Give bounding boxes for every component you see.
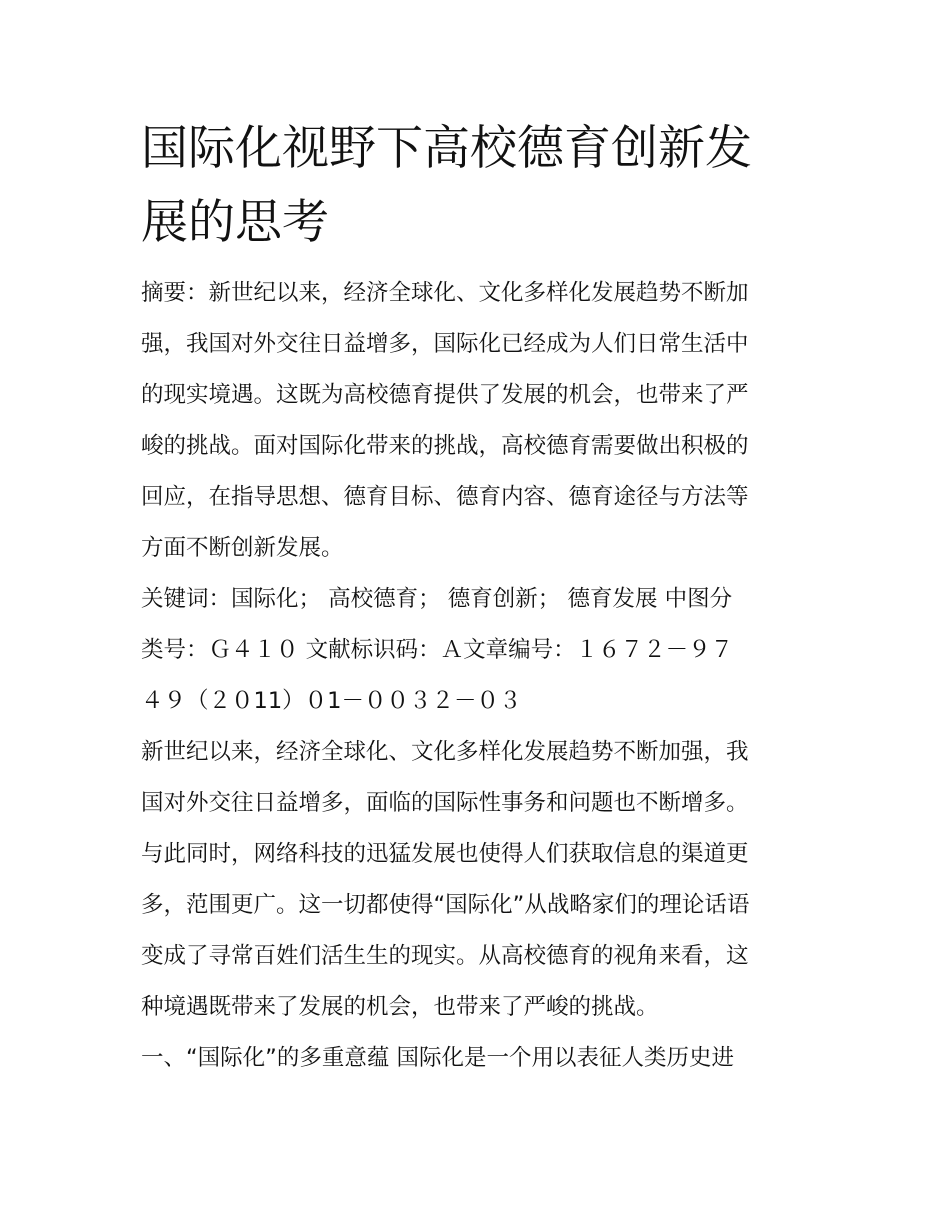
body-line: 新世纪以来，经济全球化、文化多样化发展趋势不断加强，我 bbox=[141, 739, 749, 765]
abstract-line: 强，我国对外交往日益增多，国际化已经成为人们日常生活中 bbox=[141, 331, 749, 357]
abstract-line: 峻的挑战。面对国际化带来的挑战，高校德育需要做出积极的 bbox=[141, 433, 749, 459]
keywords-line: 关键词：国际化； 高校德育； 德育创新； 德育发展 中图分 bbox=[141, 586, 733, 612]
document-page bbox=[141, 112, 813, 1084]
abstract-line: 回应，在指导思想、德育目标、德育内容、德育途径与方法等 bbox=[141, 484, 749, 510]
body-line: 国对外交往日益增多，面临的国际性事务和问题也不断增多。 bbox=[141, 790, 749, 816]
body-paragraph bbox=[141, 727, 813, 1033]
document-title bbox=[141, 112, 813, 260]
abstract-line: 的现实境遇。这既为高校德育提供了发展的机会，也带来了严 bbox=[141, 382, 749, 408]
section-heading-paragraph bbox=[141, 1033, 813, 1084]
abstract-paragraph bbox=[141, 268, 813, 574]
keywords-paragraph bbox=[141, 574, 813, 727]
title-line: 展的思考 bbox=[141, 195, 329, 250]
body-line: 与此同时，网络科技的迅猛发展也使得人们获取信息的渠道更 bbox=[141, 841, 749, 867]
section-line: 一、“国际化”的多重意蕴 国际化是一个用以表征人类历史进 bbox=[141, 1045, 734, 1071]
body-line: 变成了寻常百姓们活生生的现实。从高校德育的视角来看，这 bbox=[141, 943, 749, 969]
keywords-line: 类号：Ｇ４１０ 文献标识码：Ａ文章编号：１６７２－９７ bbox=[141, 637, 734, 663]
body-line: 多，范围更广。这一切都使得“国际化”从战略家们的理论话语 bbox=[141, 892, 750, 918]
abstract-line: 方面不断创新发展。 bbox=[141, 535, 344, 561]
abstract-line: 摘要：新世纪以来，经济全球化、文化多样化发展趋势不断加 bbox=[141, 280, 749, 306]
keywords-line: ４９（２０11）０1－００３２－０３ bbox=[141, 688, 522, 714]
title-line: 国际化视野下高校德育创新发 bbox=[141, 121, 752, 176]
body-line: 种境遇既带来了发展的机会，也带来了严峻的挑战。 bbox=[141, 994, 659, 1020]
